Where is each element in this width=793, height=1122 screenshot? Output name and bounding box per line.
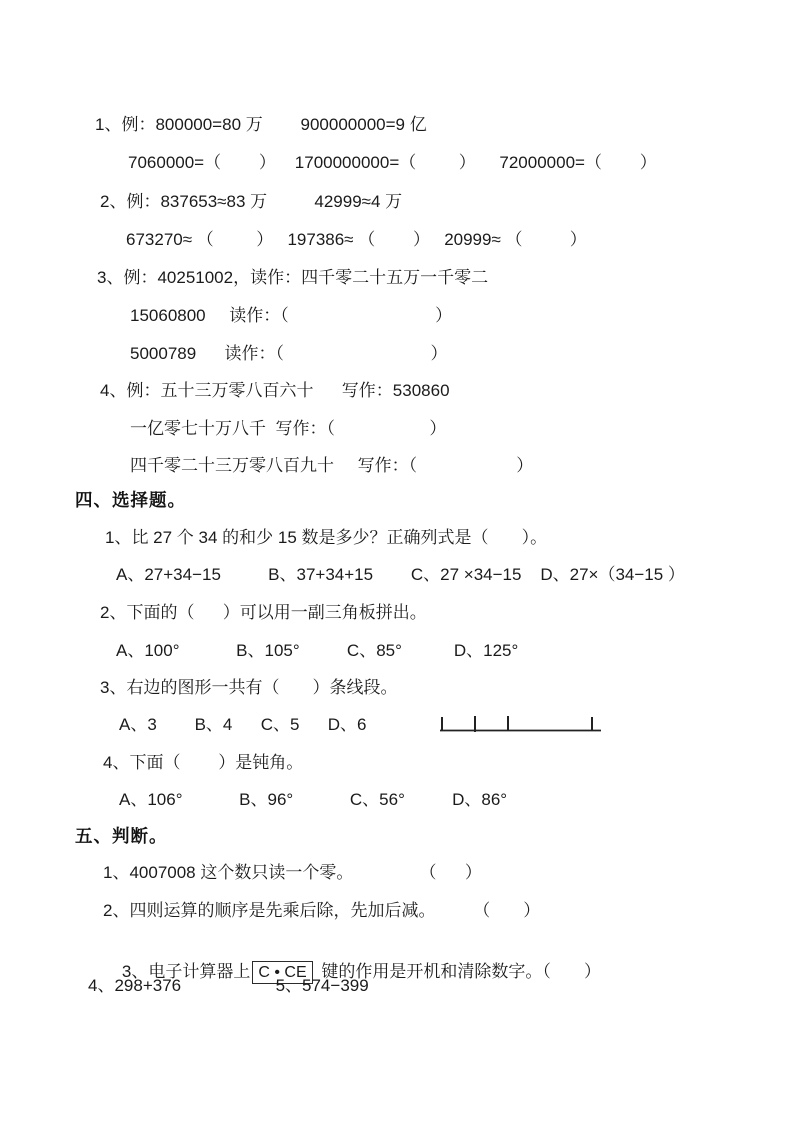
judge-item3-before: 3、电子计算器上 [121, 962, 251, 981]
choice-q2-options: A、100° B、105° C、85° D、125° [116, 641, 519, 660]
fill-item2-example: 2、例：837653≈83 万 42999≈4 万 [100, 192, 403, 211]
calculator-key-c-ce: C • CE [252, 961, 312, 984]
choice-section-heading: 四、选择题。 [75, 490, 186, 510]
fill-item4-example: 4、例：五十三万零八百六十 写作：530860 [100, 381, 450, 400]
fill-item1-example: 1、例：800000=80 万 900000000=9 亿 [95, 115, 427, 134]
fill-item4-blank1: 一亿零七十万八千 写作：（ ） [130, 419, 447, 438]
line-segment-figure [438, 710, 604, 734]
fill-item2-blanks: 673270≈ （ ） 197386≈ （ ） 20999≈ （ ） [126, 230, 587, 249]
choice-q1-options: A、27+34−15 B、37+34+15 C、27 ×34−15 D、27×（34−15 ） [116, 565, 685, 584]
fill-item4-blank2: 四千零二十三万零八百九十 写作：（ ） [130, 456, 534, 475]
fill-item3-blank2: 5000789 读作：（ ） [130, 344, 448, 363]
choice-q3-text: 3、右边的图形一共有（ ）条线段。 [100, 678, 398, 697]
choice-q3-options: A、3 B、4 C、5 D、6 [119, 715, 367, 734]
judge-section-heading: 五、判断。 [75, 826, 168, 846]
choice-q4-options: A、106° B、96° C、56° D、86° [119, 790, 508, 809]
judge-item4: 4、298+376 5、574−399 [88, 976, 369, 995]
fill-item3-blank1: 15060800 读作：（ ） [130, 306, 453, 325]
judge-item3-after: 键的作用是开机和清除数字。（ ） [316, 962, 601, 981]
fill-item3-example: 3、例：40251002，读作：四千零二十五万一千零二 [97, 268, 489, 287]
choice-q1-text: 1、比 27 个 34 的和少 15 数是多少？正确列式是（ ）。 [105, 528, 548, 547]
judge-item2: 2、四则运算的顺序是先乘后除，先加后减。 （ ） [103, 901, 541, 920]
judge-item1: 1、4007008 这个数只读一个零。 （ ） [103, 863, 482, 882]
choice-q2-text: 2、下面的（ ）可以用一副三角板拼出。 [100, 603, 427, 622]
fill-item1-blanks: 7060000=（ ） 1700000000=（ ） 72000000=（ ） [128, 153, 657, 172]
choice-q4-text: 4、下面（ ）是钝角。 [103, 753, 304, 772]
